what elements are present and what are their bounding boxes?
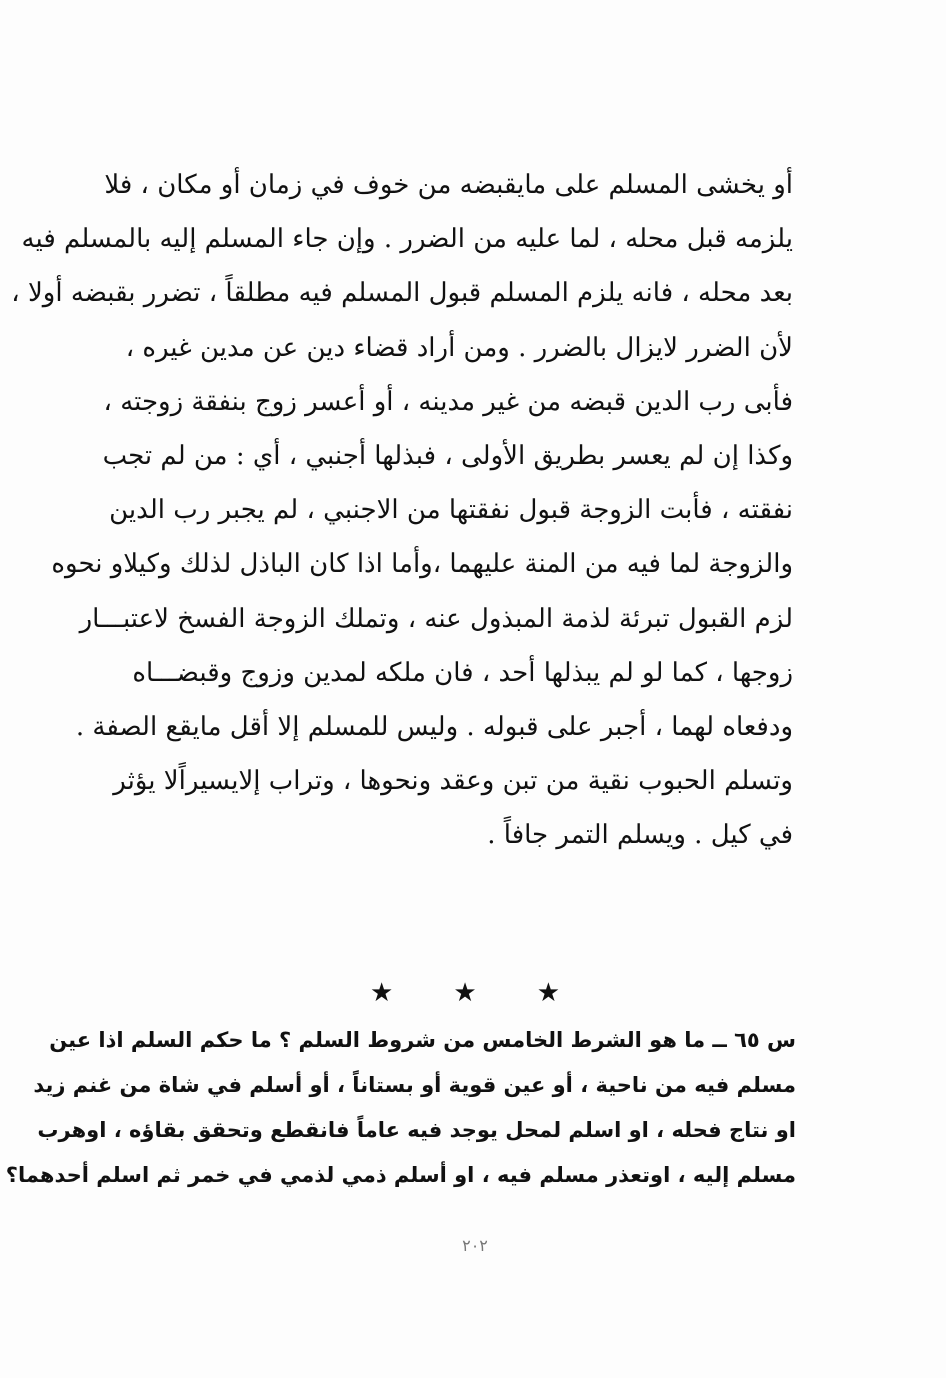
text-line: في كيل . ويسلم التمر جافاً . — [487, 820, 793, 851]
text-line: والزوجة لما فيه من المنة عليهما ،وأما اذا كان الباذل لذلك وكيلاو نحوه — [51, 549, 793, 580]
question-line: مسلم إليه ، اوتعذر مسلم فيه ، او أسلم ذمي لذمي في خمر ثم اسلم أحدهما؟ — [5, 1163, 796, 1187]
page-number: ٢٠٢ — [462, 1236, 488, 1255]
question-line: او نتاج فحله ، او اسلم لمحل يوجد فيه عاماً فانقطع وتحقق بقاؤه ، اوهرب — [37, 1118, 796, 1142]
text-line: وتسلم الحبوب نقية من تبن وعقد ونحوها ، وتراب إلايسيراًلا يؤثر — [113, 766, 793, 797]
text-line: نفقته ، فأبت الزوجة قبول نفقتها من الاجنبي ، لم يجبر رب الدين — [109, 495, 793, 526]
star-icon: ★ — [453, 978, 477, 1008]
star-icon: ★ — [370, 978, 394, 1008]
text-line: يلزمه قبل محله ، لما عليه من الضرر . وإن جاء المسلم إليه بالمسلم فيه — [21, 224, 793, 255]
question-block — [5, 1018, 796, 1198]
main-paragraph — [11, 158, 793, 862]
question-line: س ٦٥ ــ ما هو الشرط الخامس من شروط السلم ؟ ما حكم السلم اذا عين — [49, 1028, 796, 1052]
text-line: بعد محله ، فانه يلزم المسلم قبول المسلم فيه مطلقاً ، تضرر بقبضه أولا ، — [11, 278, 793, 309]
text-line: زوجها ، كما لو لم يبذلها أحد ، فان ملكه لمدين وزوج وقبضـــاه — [132, 657, 793, 688]
question-line: مسلم فيه من ناحية ، أو عين قوية أو بستاناً ، أو أسلم في شاة من غنم زيد — [33, 1073, 796, 1097]
text-line: لأن الضرر لايزال بالضرر . ومن أراد قضاء دين عن مدين غيره ، — [125, 332, 793, 363]
text-line: فأبى رب الدين قبضه من غير مدينه ، أو أعسر زوج بنفقة زوجته ، — [103, 386, 793, 417]
section-separator — [370, 976, 560, 1010]
text-line: لزم القبول تبرئة لذمة المبذول عنه ، وتملك الزوجة الفسخ لاعتبـــار — [79, 603, 793, 634]
text-line: ودفعاه لهما ، أجبر على قبوله . وليس للمسلم إلا أقل مايقع الصفة . — [75, 711, 793, 742]
star-icon: ★ — [536, 978, 560, 1008]
text-line: أو يخشى المسلم على مايقبضه من خوف في زمان أو مكان ، فلا — [104, 170, 793, 200]
text-line: وكذا إن لم يعسر بطريق الأولى ، فبذلها أجنبي ، أي : من لم تجب — [102, 440, 793, 471]
